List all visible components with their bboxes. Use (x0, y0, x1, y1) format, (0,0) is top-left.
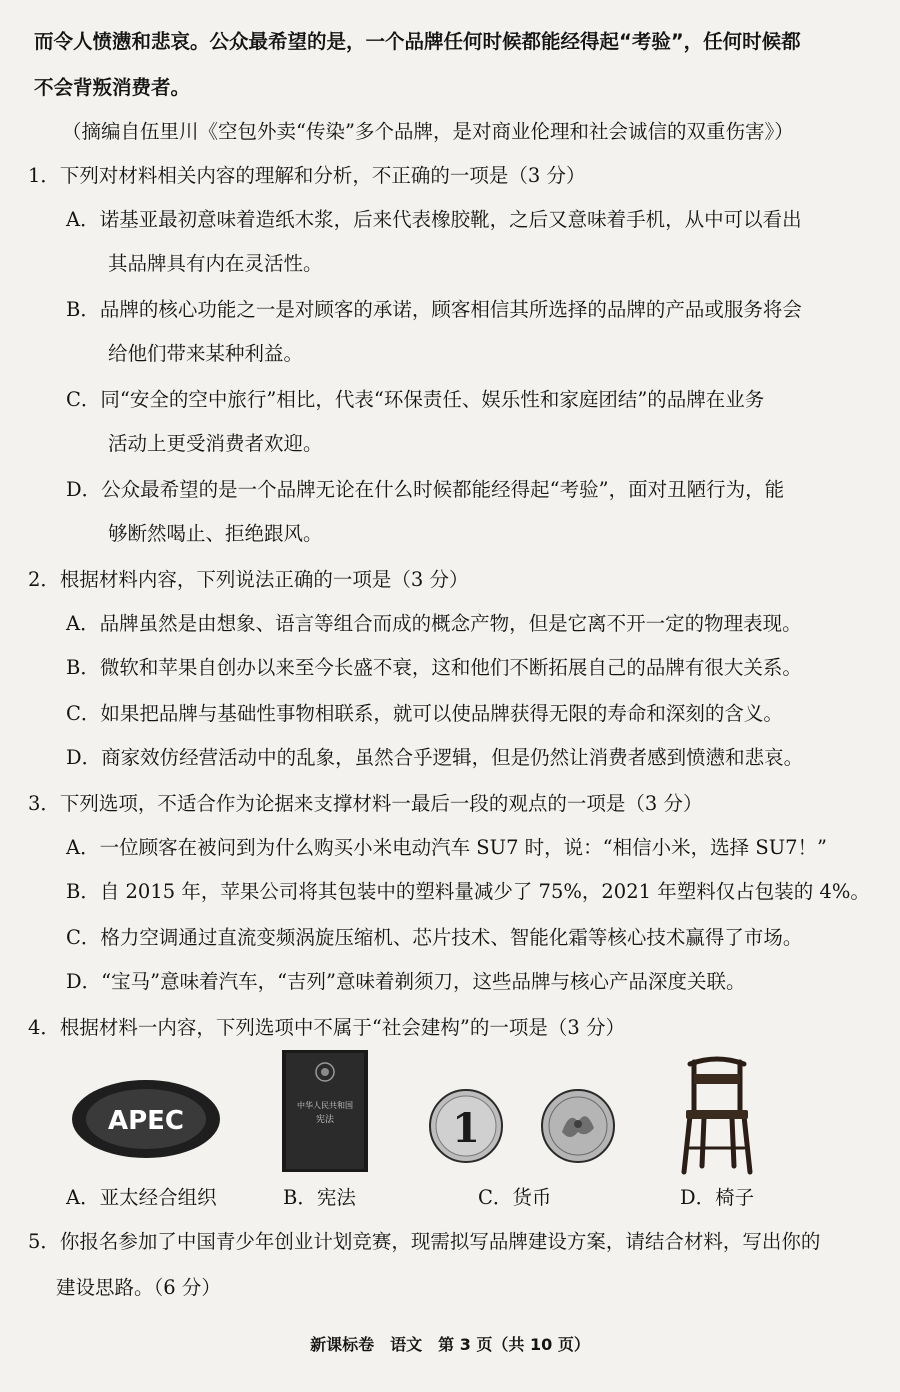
text-line: 不会背叛消费者。 (34, 76, 191, 99)
coin-value: 1 (452, 1105, 480, 1152)
text-line: C．如果把品牌与基础性事物相联系，就可以使品牌获得无限的寿命和深刻的含义。 (66, 702, 783, 725)
text-line: D．商家效仿经营活动中的乱象，虽然合乎逻辑，但是仍然让消费者感到愤懑和悲哀。 (66, 746, 804, 769)
text-line: 给他们带来某种利益。 (108, 342, 304, 365)
apec-logo-image (70, 1078, 222, 1160)
option-images (0, 1050, 900, 1180)
text-line: 3．下列选项，不适合作为论据来支撑材料一最后一段的观点的一项是（3 分） (28, 792, 703, 815)
text-line: 够断然喝止、拒绝跟风。 (108, 522, 323, 545)
book-title-line-2: 宪法 (315, 1115, 335, 1125)
book-title-line-1: 中华人民共和国 (297, 1101, 353, 1110)
text-line: A．一位顾客在被问到为什么购买小米电动汽车 SU7 时，说：“相信小米，选择 SU7！” (66, 836, 828, 859)
text-line: C．同“安全的空中旅行”相比，代表“环保责任、娱乐性和家庭团结”的品牌在业务 (66, 388, 765, 411)
text-line: A．亚太经合组织 (66, 1186, 217, 1209)
text-line: B．微软和苹果自创办以来至今长盛不衰，这和他们不断拓展自己的品牌有很大关系。 (66, 656, 802, 679)
text-line: 1．下列对材料相关内容的理解和分析，不正确的一项是（3 分） (28, 164, 586, 187)
text-line: D．公众最希望的是一个品牌无论在什么时候都能经得起“考验”，面对丑陋行为，能 (66, 478, 785, 501)
text-line: B．自 2015 年，苹果公司将其包装中的塑料量减少了 75%，2021 年塑料仅占包装的 4%。 (66, 880, 870, 903)
text-line: （摘编自伍里川《空包外卖“传染”多个品牌，是对商业伦理和社会诚信的双重伤害》） (62, 120, 794, 143)
text-line: C．格力空调通过直流变频涡旋压缩机、芯片技术、智能化霜等核心技术赢得了市场。 (66, 926, 803, 949)
chair-image (680, 1052, 754, 1176)
text-line: 5．你报名参加了中国青少年创业计划竞赛，现需拟写品牌建设方案，请结合材料，写出你的 (28, 1230, 821, 1253)
text-line: 建设思路。（6 分） (56, 1276, 221, 1299)
text-line: D．椅子 (680, 1186, 755, 1209)
coin-front-image (428, 1088, 504, 1164)
text-line: 活动上更受消费者欢迎。 (108, 432, 323, 455)
text-line: 4．根据材料一内容，下列选项中不属于“社会建构”的一项是（3 分） (28, 1016, 625, 1039)
text-line: B．宪法 (283, 1186, 356, 1209)
constitution-book-image (282, 1050, 368, 1172)
text-line: C．货币 (478, 1186, 552, 1209)
text-line: D．“宝马”意味着汽车，“吉列”意味着剃须刀，这些品牌与核心产品深度关联。 (66, 970, 746, 993)
page-footer: 新课标卷 语文 第 3 页（共 10 页） (310, 1335, 590, 1354)
apec-label: APEC (107, 1106, 185, 1136)
text-line: A．诺基亚最初意味着造纸木浆，后来代表橡胶靴，之后又意味着手机，从中可以看出 (66, 208, 802, 231)
text-line: 2．根据材料内容，下列说法正确的一项是（3 分） (28, 568, 469, 591)
coin-back-image (540, 1088, 616, 1164)
text-line: 而令人愤懑和悲哀。公众最希望的是，一个品牌任何时候都能经得起“考验”，任何时候都 (34, 30, 801, 53)
text-line: A．品牌虽然是由想象、语言等组合而成的概念产物，但是它离不开一定的物理表现。 (66, 612, 802, 635)
text-line: B．品牌的核心功能之一是对顾客的承诺，顾客相信其所选择的品牌的产品或服务将会 (66, 298, 802, 321)
text-line: 其品牌具有内在灵活性。 (108, 252, 323, 275)
